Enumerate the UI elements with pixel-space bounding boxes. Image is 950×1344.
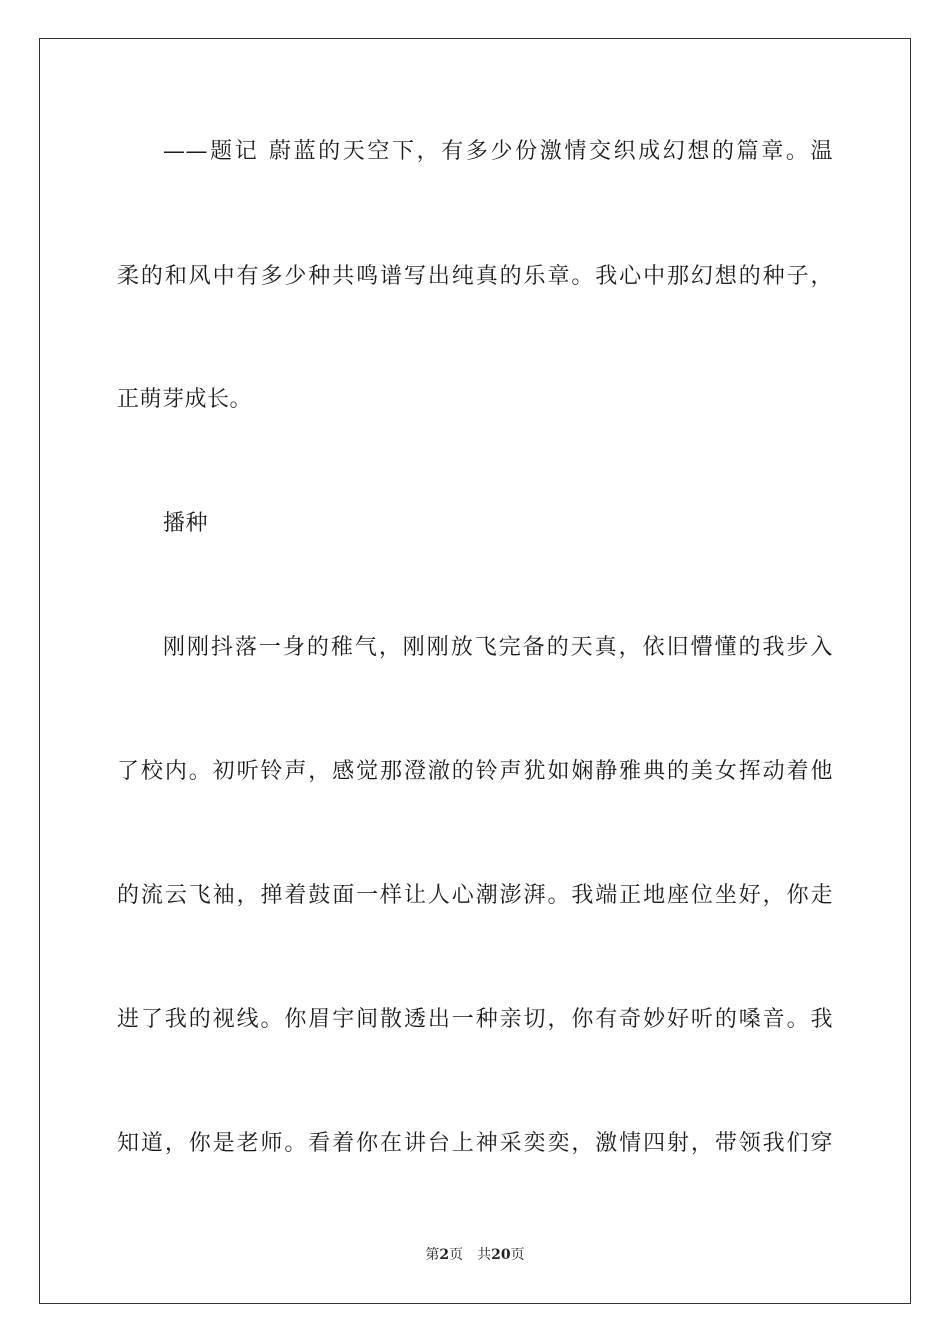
page-border	[39, 38, 911, 1304]
footer-total-prefix: 共	[477, 1247, 492, 1263]
paragraph-line-6: 的流云飞袖，掸着鼓面一样让人心潮澎湃。我端正地座位坐好，你走	[117, 883, 833, 908]
footer-total-suffix: 页	[510, 1247, 525, 1263]
paragraph-line-7: 进了我的视线。你眉宇间散透出一种亲切，你有奇妙好听的嗓音。我	[117, 1007, 833, 1032]
footer-page-number: 2	[439, 1247, 450, 1263]
footer-page-prefix: 第	[425, 1247, 440, 1263]
paragraph-line-8: 知道，你是老师。看着你在讲台上神采奕奕，激情四射，带领我们穿	[117, 1131, 833, 1156]
paragraph-line-2: 柔的和风中有多少种共鸣谱写出纯真的乐章。我心中那幻想的种子，	[117, 264, 833, 289]
paragraph-line-1: ——题记 蔚蓝的天空下，有多少份激情交织成幻想的篇章。温	[163, 139, 833, 164]
paragraph-line-3: 正萌芽成长。	[117, 387, 253, 412]
paragraph-line-4: 刚刚抖落一身的稚气，刚刚放飞完备的天真，依旧懵懂的我步入	[163, 635, 833, 660]
section-heading-sowing: 播种	[163, 511, 209, 536]
footer-page-suffix: 页	[449, 1247, 464, 1263]
page-footer	[0, 1246, 950, 1264]
footer-total-pages: 20	[491, 1247, 511, 1263]
paragraph-line-5: 了校内。初听铃声，感觉那澄澈的铃声犹如娴静雅典的美女挥动着他	[117, 759, 833, 784]
